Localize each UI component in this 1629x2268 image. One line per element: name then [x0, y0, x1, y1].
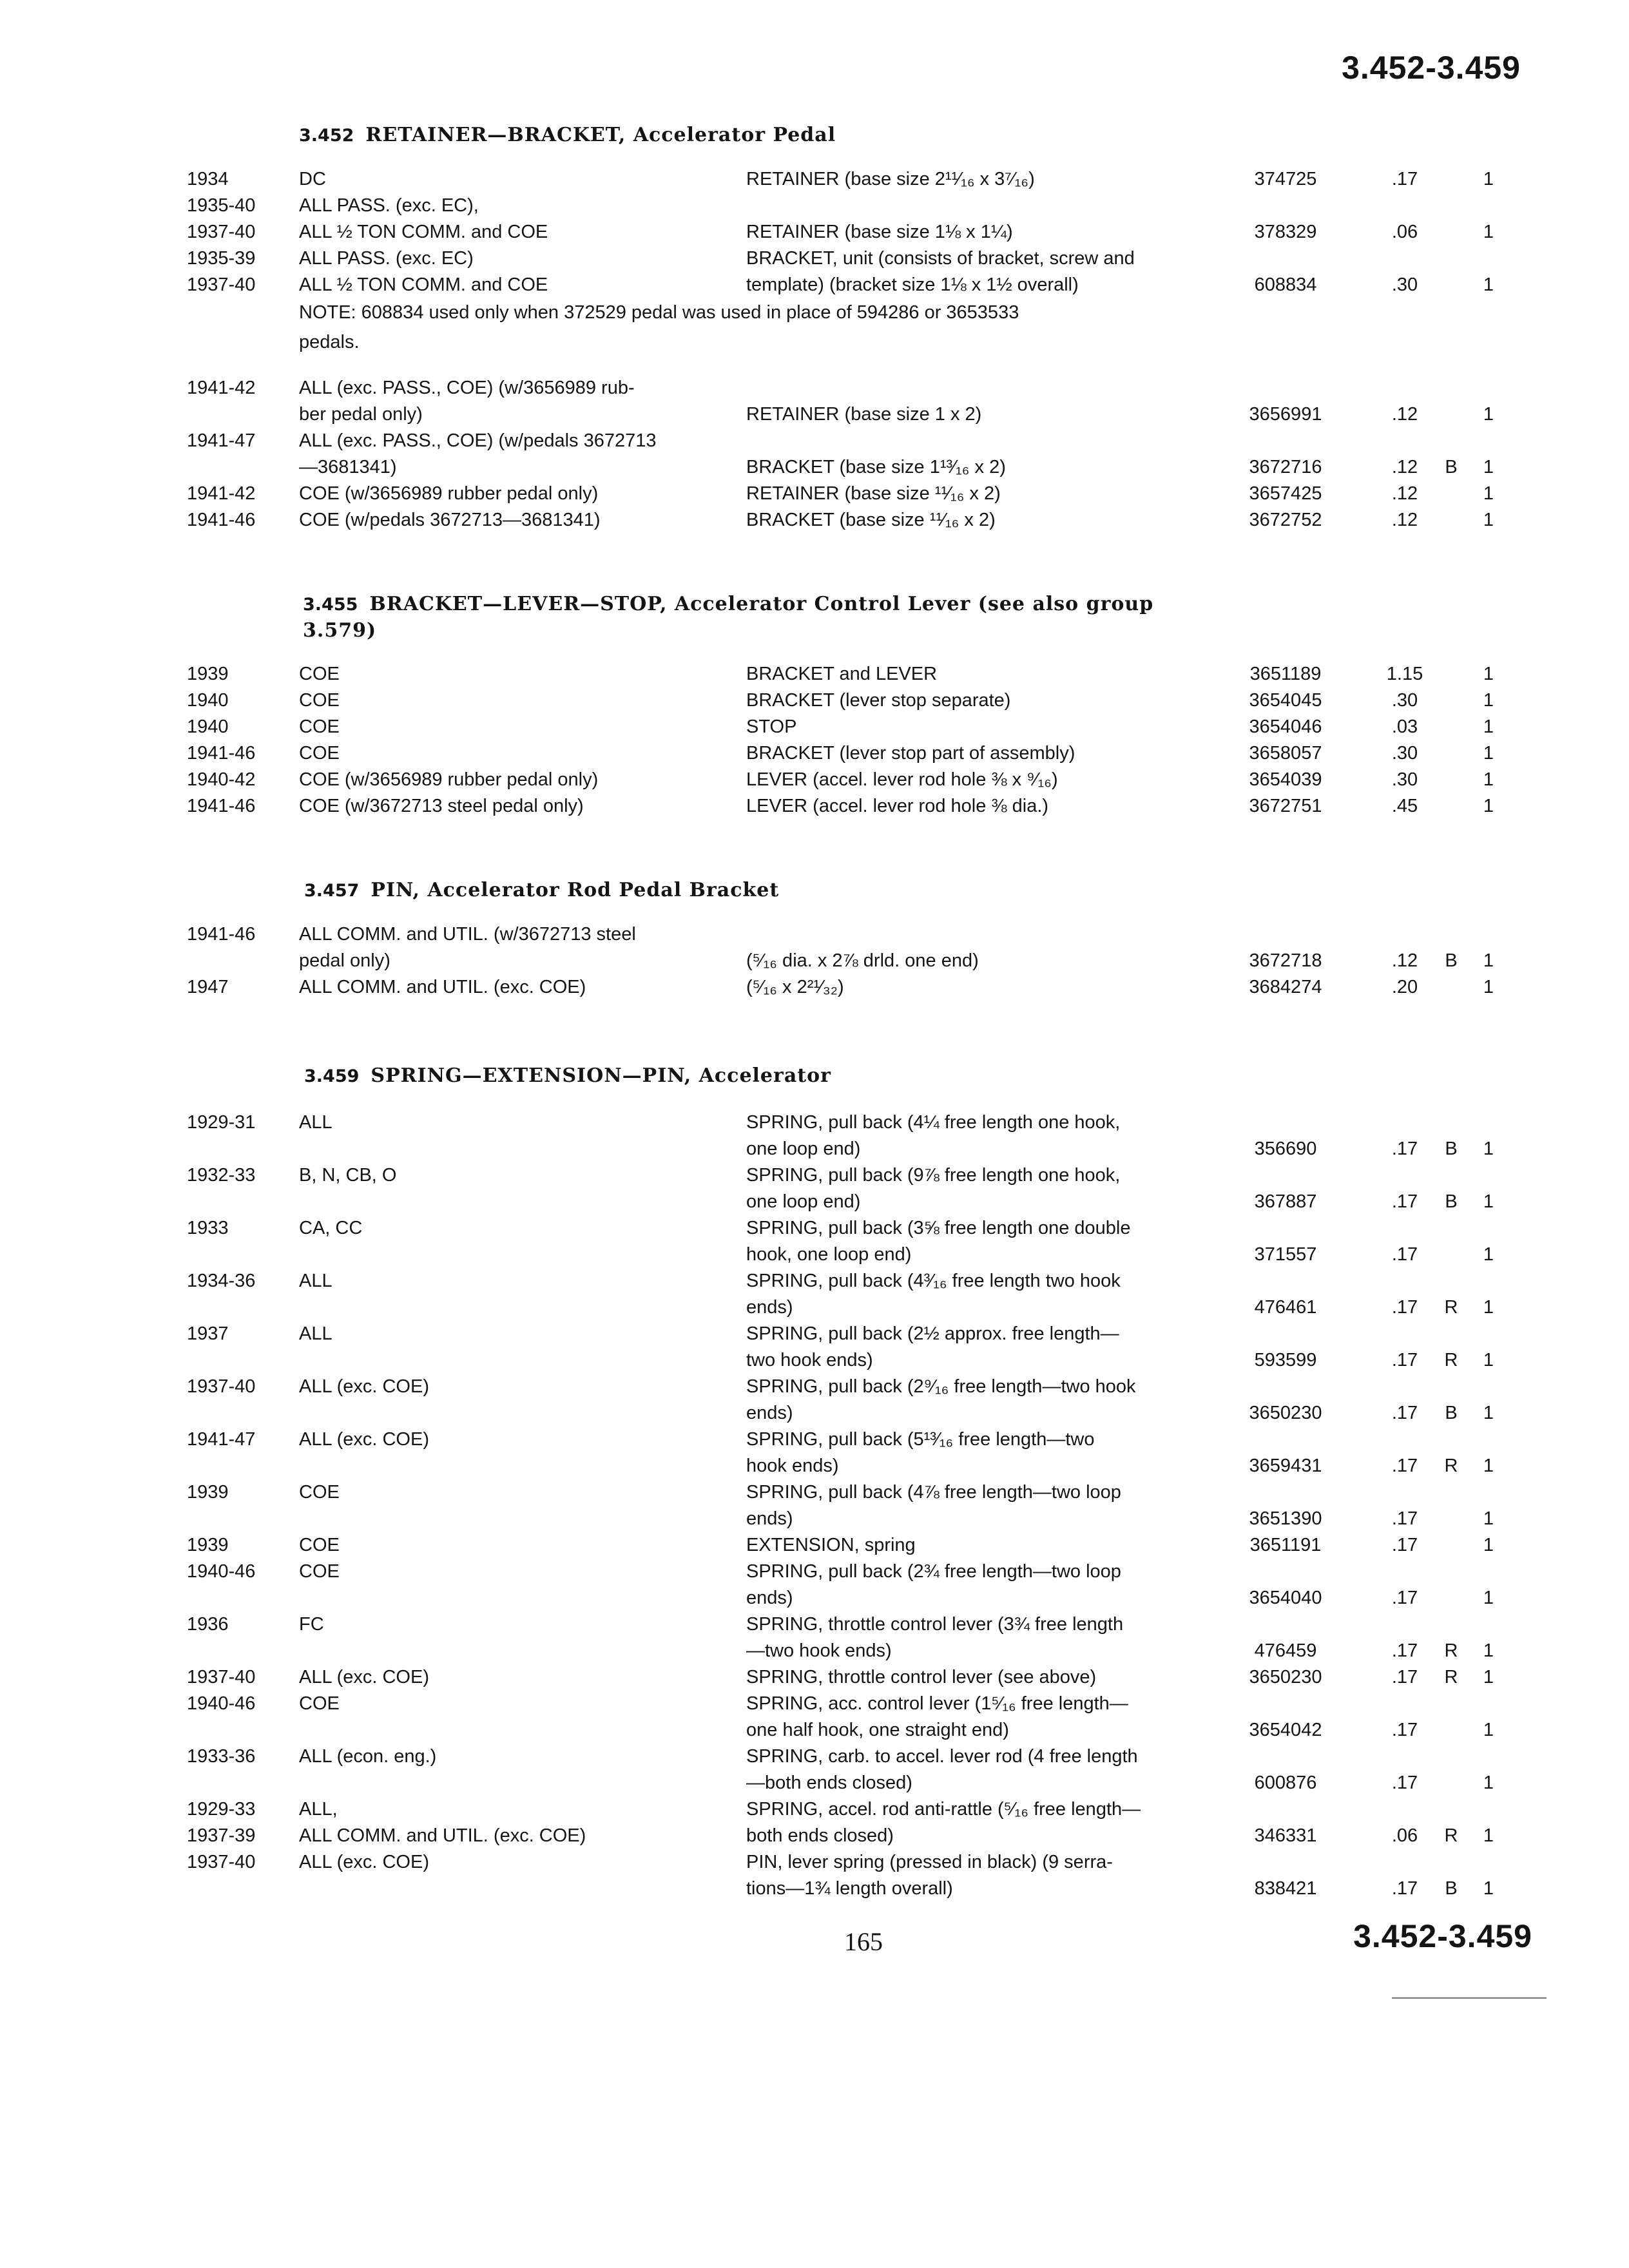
table-row	[0, 740, 1629, 767]
section-number: 3.455	[303, 595, 358, 615]
parts-table	[0, 661, 1629, 820]
code-cell: R	[1444, 1456, 1458, 1476]
quantity-cell: 1	[1483, 743, 1494, 764]
price-cell: .12	[1391, 483, 1418, 504]
year-cell: 1929-31	[187, 1112, 256, 1133]
quantity-cell: 1	[1483, 1297, 1494, 1318]
year-cell: 1939	[187, 1482, 229, 1503]
part-number-cell: 371557	[1254, 1244, 1317, 1265]
section-heading	[299, 122, 1220, 149]
price-cell: .17	[1391, 1720, 1418, 1740]
part-number-cell: 476461	[1254, 1297, 1317, 1318]
year-cell: 1940-42	[187, 769, 256, 790]
quantity-cell: 1	[1483, 1508, 1494, 1529]
table-row	[0, 921, 1629, 974]
year-cell: 1932-33	[187, 1165, 256, 1186]
table-row	[0, 1110, 1629, 1162]
model-cell: ALL COMM. and UTIL. (exc. COE)	[299, 977, 586, 997]
table-row	[0, 1268, 1629, 1321]
table-row	[0, 245, 1629, 272]
description-cell: SPRING, pull back (2½ approx. free length— two hook ends)	[746, 1323, 1119, 1370]
table-row	[0, 1374, 1629, 1427]
model-cell: ALL (econ. eng.)	[299, 1746, 437, 1767]
section-number: 3.452	[299, 126, 354, 146]
year-cell: 1933	[187, 1218, 229, 1238]
year-cell: 1941-46	[187, 743, 256, 764]
part-number-cell: 3656991	[1249, 404, 1322, 425]
code-cell: R	[1444, 1667, 1458, 1687]
year-cell: 1941-47	[187, 1429, 256, 1450]
quantity-cell: 1	[1483, 796, 1494, 816]
table-row	[0, 1823, 1629, 1849]
quantity-cell: 1	[1483, 404, 1494, 425]
table-row	[0, 661, 1629, 687]
table-row	[0, 166, 1629, 193]
section-number: 3.459	[304, 1066, 360, 1086]
year-cell: 1940	[187, 690, 229, 711]
price-cell: .17	[1391, 1297, 1418, 1318]
year-cell: 1941-46	[187, 510, 256, 530]
model-cell: COE	[299, 664, 340, 684]
table-row	[0, 272, 1629, 298]
model-cell: COE	[299, 1693, 340, 1714]
quantity-cell: 1	[1483, 483, 1494, 504]
part-number-cell: 3651191	[1249, 1535, 1322, 1555]
description-cell: SPRING, pull back (2¾ free length—two loop ends)	[746, 1561, 1121, 1608]
model-cell: COE	[299, 690, 340, 711]
parts-table	[0, 1110, 1629, 1902]
description-cell: RETAINER (base size ¹¹⁄₁₆ x 2)	[746, 483, 1001, 504]
year-cell: 1929-33	[187, 1799, 256, 1820]
section-number: 3.457	[304, 881, 360, 901]
quantity-cell: 1	[1483, 1825, 1494, 1846]
description-cell: SPRING, pull back (5¹³⁄₁₆ free length—two hook ends)	[746, 1429, 1095, 1476]
description-cell: SPRING, pull back (4³⁄₁₆ free length two hook ends)	[746, 1271, 1121, 1318]
code-cell: B	[1445, 950, 1458, 971]
year-cell: 1937-40	[187, 274, 256, 295]
table-row	[0, 1215, 1629, 1268]
part-number-cell: 838421	[1254, 1878, 1317, 1899]
part-number-cell: 3659431	[1249, 1456, 1322, 1476]
code-cell: R	[1444, 1297, 1458, 1318]
description-cell: (⁵⁄₁₆ x 2²¹⁄₃₂)	[746, 977, 844, 997]
table-row	[0, 974, 1629, 1001]
code-cell: R	[1444, 1640, 1458, 1661]
part-number-cell: 608834	[1254, 274, 1317, 295]
table-row	[0, 507, 1629, 533]
description-cell: SPRING, pull back (4¼ free length one hook, one loop end)	[746, 1112, 1121, 1159]
section-heading	[304, 878, 1226, 904]
price-cell: .30	[1391, 274, 1418, 295]
description-cell: RETAINER (base size 2¹¹⁄₁₆ x 3⁷⁄₁₆)	[746, 169, 1035, 189]
description-cell: SPRING, throttle control lever (see above)	[746, 1667, 1097, 1687]
table-row	[0, 219, 1629, 245]
section-title: PIN, Accelerator Rod Pedal Bracket	[371, 879, 780, 901]
price-cell: .17	[1391, 1350, 1418, 1370]
part-number-cell: 3654046	[1249, 716, 1322, 737]
table-row	[0, 1162, 1629, 1215]
price-cell: .30	[1391, 743, 1418, 764]
part-number-cell: 3672716	[1249, 457, 1322, 477]
section-note: NOTE: 608834 used only when 372529 pedal was used in place of 594286 or 3653533 pedals.	[299, 302, 1019, 352]
model-cell: ALL COMM. and UTIL. (exc. COE)	[299, 1825, 586, 1846]
price-cell: .17	[1391, 1588, 1418, 1608]
description-cell: EXTENSION, spring	[746, 1535, 916, 1555]
part-number-cell: 3672751	[1249, 796, 1322, 816]
model-cell: ALL (exc. COE)	[299, 1429, 429, 1450]
model-cell: ALL COMM. and UTIL. (w/3672713 steel pedal only)	[299, 924, 636, 971]
description-cell: SPRING, acc. control lever (1⁵⁄₁₆ free length— one half hook, one straight end)	[746, 1693, 1128, 1740]
quantity-cell: 1	[1483, 1588, 1494, 1608]
part-number-cell: 476459	[1254, 1640, 1317, 1661]
year-cell: 1941-42	[187, 483, 256, 504]
price-cell: .17	[1391, 1640, 1418, 1661]
table-row	[0, 1611, 1629, 1664]
quantity-cell: 1	[1483, 769, 1494, 790]
quantity-cell: 1	[1483, 222, 1494, 242]
year-cell: 1937-40	[187, 1852, 256, 1872]
price-cell: .30	[1391, 769, 1418, 790]
part-number-cell: 3658057	[1249, 743, 1322, 764]
quantity-cell: 1	[1483, 1640, 1494, 1661]
table-row	[0, 1427, 1629, 1479]
quantity-cell: 1	[1483, 716, 1494, 737]
year-cell: 1940-46	[187, 1561, 256, 1582]
year-cell: 1937-40	[187, 1667, 256, 1687]
year-cell: 1937	[187, 1323, 229, 1344]
model-cell: COE (w/3656989 rubber pedal only)	[299, 483, 599, 504]
model-cell: ALL	[299, 1271, 333, 1291]
model-cell: DC	[299, 169, 326, 189]
description-cell: BRACKET (base size 1¹³⁄₁₆ x 2)	[746, 457, 1006, 477]
year-cell: 1941-47	[187, 430, 256, 451]
description-cell: LEVER (accel. lever rod hole ⅜ dia.)	[746, 796, 1049, 816]
parts-table	[0, 921, 1629, 1001]
year-cell: 1937-40	[187, 222, 256, 242]
price-cell: .20	[1391, 977, 1418, 997]
quantity-cell: 1	[1483, 457, 1494, 477]
model-cell: COE	[299, 1535, 340, 1555]
code-cell: B	[1445, 1191, 1458, 1212]
table-row	[0, 375, 1629, 428]
description-cell: BRACKET and LEVER	[746, 664, 938, 684]
price-cell: .17	[1391, 1667, 1418, 1687]
part-number-cell: 346331	[1254, 1825, 1317, 1846]
quantity-cell: 1	[1483, 1191, 1494, 1212]
page-range-header: 3.452-3.459	[1342, 50, 1521, 86]
quantity-cell: 1	[1483, 950, 1494, 971]
section-title: BRACKET—LEVER—STOP, Accelerator Control Lever (see also group 3.579)	[303, 593, 1154, 642]
description-cell: both ends closed)	[746, 1825, 894, 1846]
section-heading	[303, 591, 1224, 644]
year-cell: 1937-39	[187, 1825, 256, 1846]
quantity-cell: 1	[1483, 1878, 1494, 1899]
model-cell: B, N, CB, O	[299, 1165, 397, 1186]
section-title: RETAINER—BRACKET, Accelerator Pedal	[365, 124, 836, 146]
model-cell: ALL,	[299, 1799, 338, 1820]
quantity-cell: 1	[1483, 1535, 1494, 1555]
part-number-cell: 378329	[1254, 222, 1317, 242]
model-cell: ALL (exc. COE)	[299, 1852, 429, 1872]
table-row	[0, 793, 1629, 820]
model-cell: COE	[299, 743, 340, 764]
price-cell: .17	[1391, 1191, 1418, 1212]
price-cell: .12	[1391, 510, 1418, 530]
quantity-cell: 1	[1483, 1350, 1494, 1370]
price-cell: .12	[1391, 457, 1418, 477]
model-cell: ALL ½ TON COMM. and COE	[299, 274, 548, 295]
part-number-cell: 3651390	[1249, 1508, 1322, 1529]
quantity-cell: 1	[1483, 1720, 1494, 1740]
table-row	[0, 1559, 1629, 1611]
part-number-cell: 3657425	[1249, 483, 1322, 504]
description-cell: SPRING, throttle control lever (3¾ free length —two hook ends)	[746, 1614, 1124, 1661]
description-cell: SPRING, pull back (2⁹⁄₁₆ free length—two hook ends)	[746, 1376, 1136, 1423]
model-cell: ALL (exc. PASS., COE) (w/3656989 rub- ber pedal only)	[299, 378, 635, 425]
year-cell: 1939	[187, 1535, 229, 1555]
quantity-cell: 1	[1483, 274, 1494, 295]
table-row	[0, 481, 1629, 507]
part-number-cell: 3672752	[1249, 510, 1322, 530]
part-number-cell: 3672718	[1249, 950, 1322, 971]
model-cell: ALL	[299, 1323, 333, 1344]
model-cell: COE	[299, 1561, 340, 1582]
quantity-cell: 1	[1483, 510, 1494, 530]
quantity-cell: 1	[1483, 1403, 1494, 1423]
year-cell: 1935-40	[187, 195, 256, 216]
year-cell: 1935-39	[187, 248, 256, 269]
footer-rule	[1392, 1997, 1547, 1999]
year-cell: 1941-46	[187, 796, 256, 816]
price-cell: .45	[1391, 796, 1418, 816]
price-cell: .17	[1391, 1244, 1418, 1265]
code-cell: B	[1445, 1139, 1458, 1159]
description-cell: RETAINER (base size 1 x 2)	[746, 404, 982, 425]
price-cell: .17	[1391, 1773, 1418, 1793]
description-cell: (⁵⁄₁₆ dia. x 2⅞ drld. one end)	[746, 950, 979, 971]
price-cell: .17	[1391, 1139, 1418, 1159]
page-range-footer: 3.452-3.459	[1353, 1918, 1532, 1954]
model-cell: ALL (exc. COE)	[299, 1376, 429, 1397]
quantity-cell: 1	[1483, 1773, 1494, 1793]
part-number-cell: 3654039	[1249, 769, 1322, 790]
model-cell: COE (w/3672713 steel pedal only)	[299, 796, 584, 816]
description-cell: BRACKET (lever stop separate)	[746, 690, 1011, 711]
description-cell: template) (bracket size 1⅛ x 1½ overall)	[746, 274, 1079, 295]
model-cell: ALL PASS. (exc. EC),	[299, 195, 479, 216]
description-cell: BRACKET (lever stop part of assembly)	[746, 743, 1075, 764]
part-number-cell: 356690	[1254, 1139, 1317, 1159]
model-cell: COE	[299, 1482, 340, 1503]
table-row	[0, 428, 1629, 481]
model-cell: CA, CC	[299, 1218, 363, 1238]
part-number-cell: 374725	[1254, 169, 1317, 189]
year-cell: 1933-36	[187, 1746, 256, 1767]
year-cell: 1937-40	[187, 1376, 256, 1397]
description-cell: STOP	[746, 716, 797, 737]
code-cell: R	[1444, 1825, 1458, 1846]
table-row	[0, 1849, 1629, 1902]
price-cell: .17	[1391, 1508, 1418, 1529]
model-cell: ALL (exc. PASS., COE) (w/pedals 3672713 —3681341)	[299, 430, 657, 477]
price-cell: .06	[1391, 1825, 1418, 1846]
year-cell: 1940-46	[187, 1693, 256, 1714]
part-number-cell: 3654040	[1249, 1588, 1322, 1608]
code-cell: B	[1445, 457, 1458, 477]
parts-table	[0, 166, 1629, 298]
part-number-cell: 3654042	[1249, 1720, 1322, 1740]
price-cell: .17	[1391, 1456, 1418, 1476]
page-number: 165	[844, 1927, 883, 1956]
year-cell: 1941-42	[187, 378, 256, 398]
quantity-cell: 1	[1483, 664, 1494, 684]
description-cell: BRACKET, unit (consists of bracket, screw and	[746, 248, 1135, 269]
model-cell: FC	[299, 1614, 324, 1635]
price-cell: .12	[1391, 404, 1418, 425]
section-heading	[304, 1063, 1226, 1090]
model-cell: COE	[299, 716, 340, 737]
table-row	[0, 687, 1629, 714]
table-row	[0, 714, 1629, 740]
description-cell: RETAINER (base size 1⅛ x 1¼)	[746, 222, 1013, 242]
description-cell: SPRING, pull back (4⅞ free length—two loop ends)	[746, 1482, 1121, 1529]
price-cell: .03	[1391, 716, 1418, 737]
quantity-cell: 1	[1483, 169, 1494, 189]
year-cell: 1941-46	[187, 924, 256, 945]
year-cell: 1947	[187, 977, 229, 997]
description-cell: SPRING, pull back (9⅞ free length one hook, one loop end)	[746, 1165, 1121, 1212]
table-row	[0, 1664, 1629, 1691]
model-cell: ALL (exc. COE)	[299, 1667, 429, 1687]
table-row	[0, 1691, 1629, 1744]
parts-table	[0, 375, 1629, 533]
year-cell: 1936	[187, 1614, 229, 1635]
table-row	[0, 1321, 1629, 1374]
description-cell: SPRING, accel. rod anti-rattle (⁵⁄₁₆ free length—	[746, 1799, 1141, 1820]
description-cell: BRACKET (base size ¹¹⁄₁₆ x 2)	[746, 510, 996, 530]
model-cell: ALL PASS. (exc. EC)	[299, 248, 474, 269]
table-row	[0, 1479, 1629, 1532]
description-cell: SPRING, carb. to accel. lever rod (4 free length —both ends closed)	[746, 1746, 1138, 1793]
price-cell: .17	[1391, 1535, 1418, 1555]
table-row	[0, 193, 1629, 219]
quantity-cell: 1	[1483, 690, 1494, 711]
model-cell: ALL ½ TON COMM. and COE	[299, 222, 548, 242]
price-cell: .30	[1391, 690, 1418, 711]
year-cell: 1940	[187, 716, 229, 737]
price-cell: .17	[1391, 1403, 1418, 1423]
quantity-cell: 1	[1483, 1244, 1494, 1265]
year-cell: 1939	[187, 664, 229, 684]
model-cell: ALL	[299, 1112, 333, 1133]
part-number-cell: 593599	[1254, 1350, 1317, 1370]
table-row	[0, 1744, 1629, 1796]
table-row	[0, 767, 1629, 793]
description-cell: PIN, lever spring (pressed in black) (9 serra- tions—1¾ length overall)	[746, 1852, 1113, 1899]
part-number-cell: 367887	[1254, 1191, 1317, 1212]
price-cell: .12	[1391, 950, 1418, 971]
part-number-cell: 3684274	[1249, 977, 1322, 997]
model-cell: COE (w/pedals 3672713—3681341)	[299, 510, 601, 530]
price-cell: .17	[1391, 169, 1418, 189]
description-cell: LEVER (accel. lever rod hole ⅜ x ⁹⁄₁₆)	[746, 769, 1058, 790]
part-number-cell: 600876	[1254, 1773, 1317, 1793]
quantity-cell: 1	[1483, 1456, 1494, 1476]
price-cell: .06	[1391, 222, 1418, 242]
quantity-cell: 1	[1483, 977, 1494, 997]
code-cell: B	[1445, 1878, 1458, 1899]
table-row	[0, 1532, 1629, 1559]
code-cell: B	[1445, 1403, 1458, 1423]
price-cell: .17	[1391, 1878, 1418, 1899]
part-number-cell: 3650230	[1249, 1667, 1322, 1687]
quantity-cell: 1	[1483, 1667, 1494, 1687]
description-cell: SPRING, pull back (3⅝ free length one double hook, one loop end)	[746, 1218, 1131, 1265]
year-cell: 1934-36	[187, 1271, 256, 1291]
part-number-cell: 3650230	[1249, 1403, 1322, 1423]
year-cell: 1934	[187, 169, 229, 189]
section-title: SPRING—EXTENSION—PIN, Accelerator	[371, 1064, 831, 1087]
model-cell: COE (w/3656989 rubber pedal only)	[299, 769, 599, 790]
part-number-cell: 3654045	[1249, 690, 1322, 711]
part-number-cell: 3651189	[1249, 664, 1322, 684]
price-cell: 1.15	[1386, 664, 1423, 684]
quantity-cell: 1	[1483, 1139, 1494, 1159]
table-row	[0, 1796, 1629, 1823]
code-cell: R	[1444, 1350, 1458, 1370]
